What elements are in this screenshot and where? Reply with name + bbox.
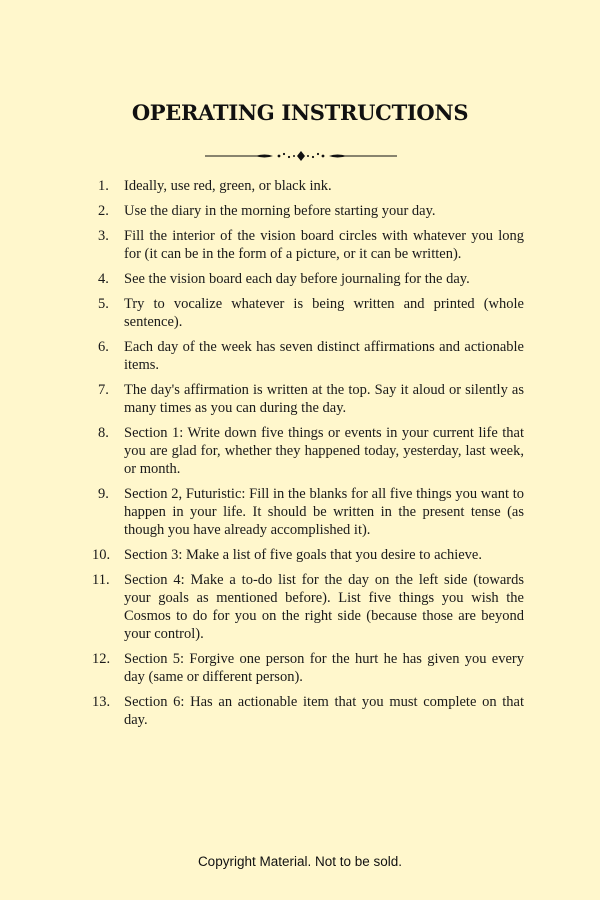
list-item xyxy=(92,546,524,564)
list-item-text: Use the diary in the morning before starting your day. xyxy=(124,203,436,219)
list-item-text: Fill the interior of the vision board circles with whatever you long for (it can be in the form of a picture, or it can be written). xyxy=(124,228,524,262)
list-item-text: Each day of the week has seven distinct affirmations and actionable items. xyxy=(124,339,524,373)
list-item xyxy=(92,295,524,331)
list-item-text: Ideally, use red, green, or black ink. xyxy=(124,178,332,194)
list-item xyxy=(92,338,524,374)
list-item-number: 12. xyxy=(92,651,111,667)
list-item xyxy=(92,270,524,288)
list-item-text: Section 6: Has an actionable item that you must complete on that day. xyxy=(124,694,524,728)
list-item-number: 9. xyxy=(98,486,109,502)
list-item xyxy=(92,571,524,643)
list-item xyxy=(92,424,524,478)
list-item-number: 6. xyxy=(98,339,109,355)
page-title: OPERATING INSTRUCTIONS xyxy=(131,100,469,125)
list-item xyxy=(92,177,524,195)
copyright-footer: Copyright Material. Not to be sold. xyxy=(197,854,403,869)
list-item-text: See the vision board each day before journaling for the day. xyxy=(124,271,470,287)
list-item-text: Section 2, Futuristic: Fill in the blanks for all five things you want to happen in your life. It should be written in the present tense (as though you have already accomplished it). xyxy=(124,486,524,538)
list-item xyxy=(92,381,524,417)
list-item-number: 8. xyxy=(98,425,109,441)
list-item xyxy=(92,202,524,220)
instruction-list xyxy=(92,177,524,736)
list-item-number: 13. xyxy=(92,694,111,710)
list-item-text: Section 3: Make a list of five goals that you desire to achieve. xyxy=(124,547,482,563)
list-item-number: 7. xyxy=(98,382,109,398)
list-item-text: Section 5: Forgive one person for the hurt he has given you every day (same or different person). xyxy=(124,651,524,685)
list-item-text: Section 1: Write down five things or events in your current life that you are glad for, whether they happened today, yesterday, last week, or month. xyxy=(124,425,524,477)
decorative-flourish-divider-icon xyxy=(205,149,397,163)
list-item-number: 5. xyxy=(98,296,109,312)
list-item-text: Try to vocalize whatever is being written and printed (whole sentence). xyxy=(124,296,524,330)
list-item-number: 10. xyxy=(92,547,111,563)
list-item-text: Section 4: Make a to-do list for the day on the left side (towards your goals as mentioned before). List five things you wish the Cosmos to do for you on the right side (because those are beyond your control). xyxy=(124,572,524,642)
list-item-number: 3. xyxy=(98,228,109,244)
list-item-number: 1. xyxy=(98,178,109,194)
list-item-number: 11. xyxy=(92,572,110,588)
list-item xyxy=(92,693,524,729)
list-item-number: 2. xyxy=(98,203,109,219)
list-item-text: The day's affirmation is written at the top. Say it aloud or silently as many times as you can during the day. xyxy=(124,382,524,416)
list-item xyxy=(92,650,524,686)
list-item-number: 4. xyxy=(98,271,109,287)
list-item xyxy=(92,485,524,539)
list-item xyxy=(92,227,524,263)
